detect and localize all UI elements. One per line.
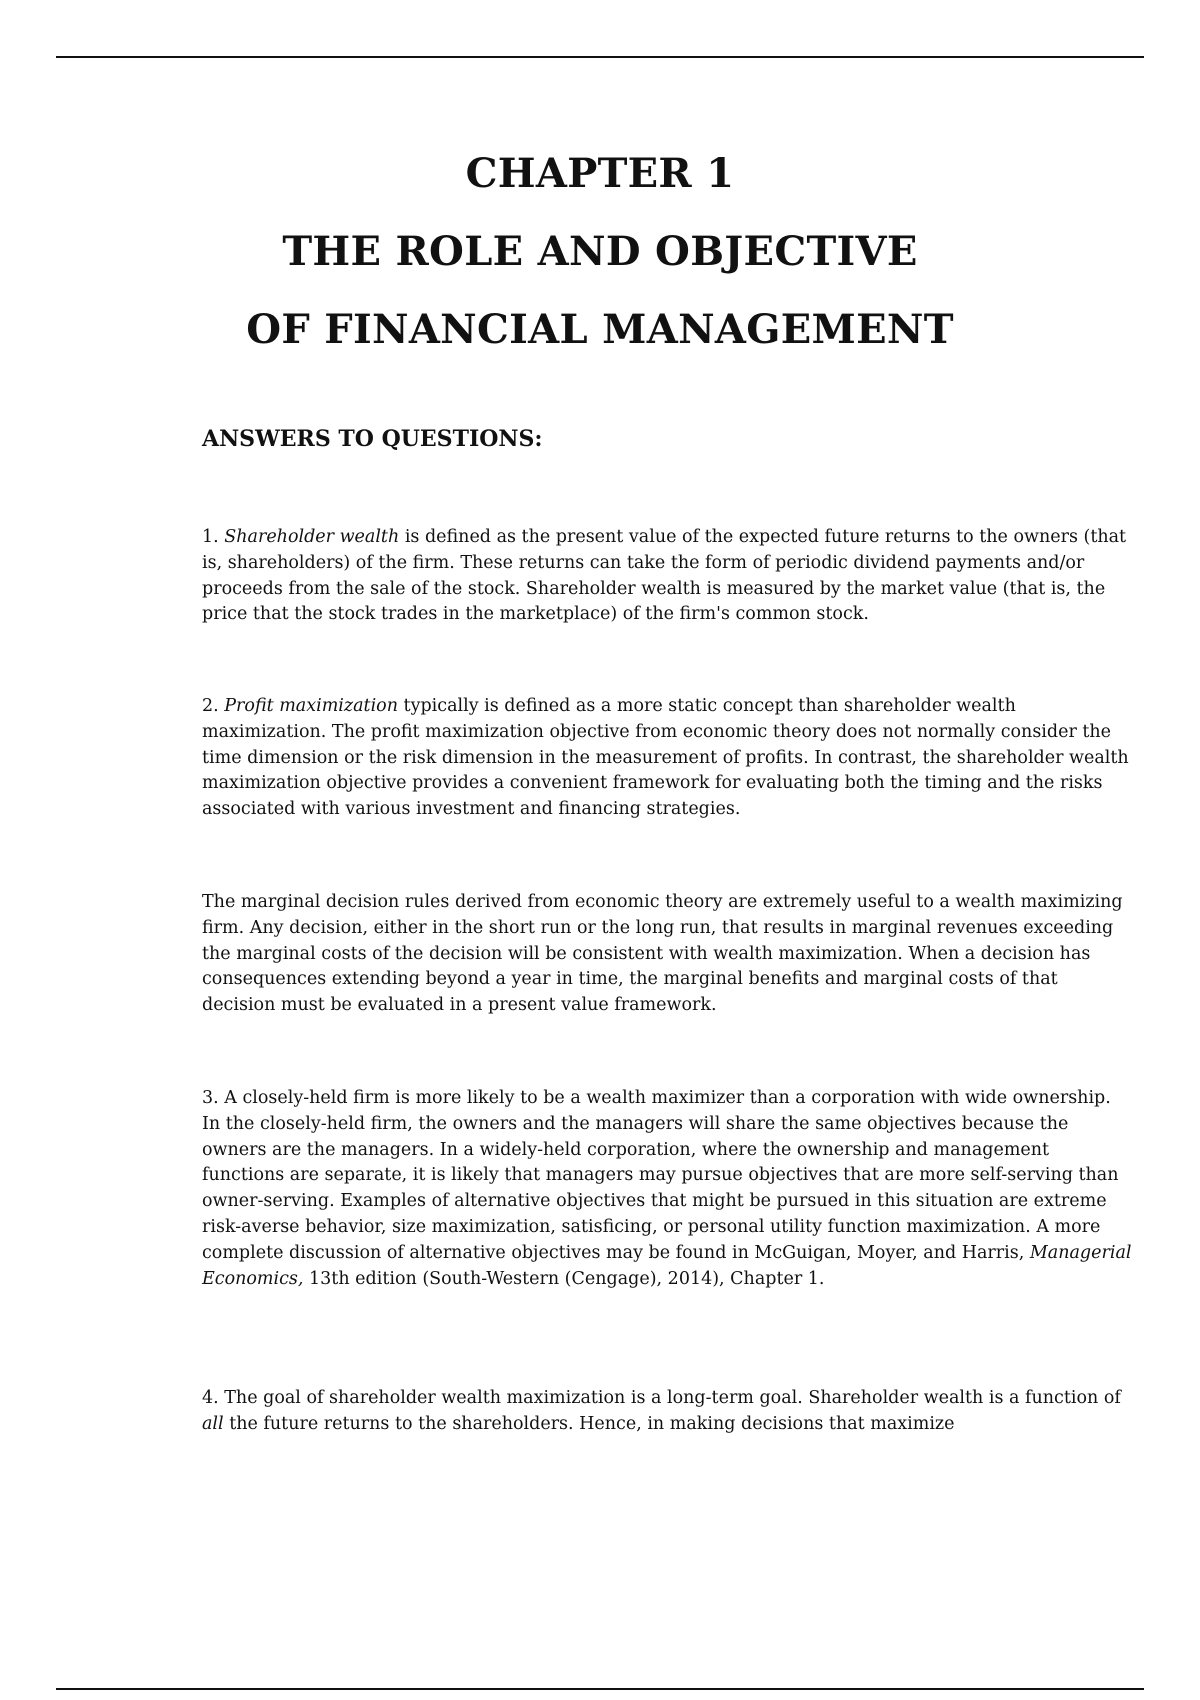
marginal-rules-text: The marginal decision rules derived from economic theory are extremely useful to a wealth maximizing firm. Any decision, either in the short run or the long run, that results in marginal revenues exceeding the marginal costs of the decision will be consistent with wealth maximization. When a decision has consequences extending beyond a year in time, the marginal benefits and marginal costs of that decision must be evaluated in a present value framework.	[202, 892, 1123, 1016]
answer-3-book-title: Managerial Economics,	[202, 1242, 1132, 1289]
bottom-rule	[56, 1688, 1144, 1690]
answer-3-text: 3. A closely-held firm is more likely to be a wealth maximizer than a corporation with wide ownership. In the closely-held firm, the owners and the managers will share the same objectives because the owners are the managers. In a widely-held corporation, where the ownership and management functions are separate, it is likely that managers may pursue objectives that are more self-serving than owner-serving. Examples of alternative objectives that might be pursued in this situation are extreme risk-averse behavior, size maximization, satisficing, or personal utility function maximization. A more complete discussion of alternative objectives may be found in McGuigan, Moyer, and Harris,	[202, 1088, 1119, 1263]
answer-1-text: is defined as the present value of the expected future returns to the owners (that is, shareholders) of the firm. These returns can take the form of periodic dividend payments and/or proceeds from the sale of the stock. Shareholder wealth is measured by the market value (that is, the price that the stock trades in the marketplace) of the firm's common stock.	[202, 527, 1127, 625]
top-rule	[56, 56, 1144, 58]
chapter-subtitle-line-1: THE ROLE AND OBJECTIVE	[282, 228, 918, 275]
answer-4-text-end: the future returns to the shareholders. Hence, in making decisions that maximize	[223, 1413, 955, 1434]
answer-4-text: 4. The goal of shareholder wealth maximization is a long-term goal. Shareholder wealth is a function of	[202, 1388, 1121, 1408]
answer-1-term: Shareholder wealth	[224, 527, 400, 547]
answer-2-number: 2.	[202, 696, 225, 716]
answer-4-paragraph	[202, 1386, 1132, 1438]
answer-2-term: Profit maximization	[224, 696, 398, 716]
answer-1-number: 1.	[202, 527, 225, 547]
marginal-rules-paragraph	[202, 890, 1132, 1019]
answer-3-text-end: 13th edition (South-Western (Cengage), 2014), Chapter 1.	[303, 1268, 825, 1289]
answer-4-emphasis: all	[202, 1413, 224, 1434]
answer-3-paragraph	[202, 1086, 1132, 1292]
answer-2-text: typically is defined as a more static concept than shareholder wealth maximization. The profit maximization objective from economic theory does not normally consider the time dimension or the risk dimension in the measurement of profits. In contrast, the shareholder wealth maximization objective provides a convenient framework for evaluating both the timing and the risks associated with various investment and financing strategies.	[202, 696, 1129, 820]
answer-1-paragraph	[202, 525, 1132, 628]
answer-2-paragraph	[202, 694, 1132, 823]
section-heading: ANSWERS TO QUESTIONS:	[202, 426, 543, 452]
chapter-title: CHAPTER 1	[465, 150, 735, 197]
chapter-subtitle-line-2: OF FINANCIAL MANAGEMENT	[246, 306, 954, 353]
